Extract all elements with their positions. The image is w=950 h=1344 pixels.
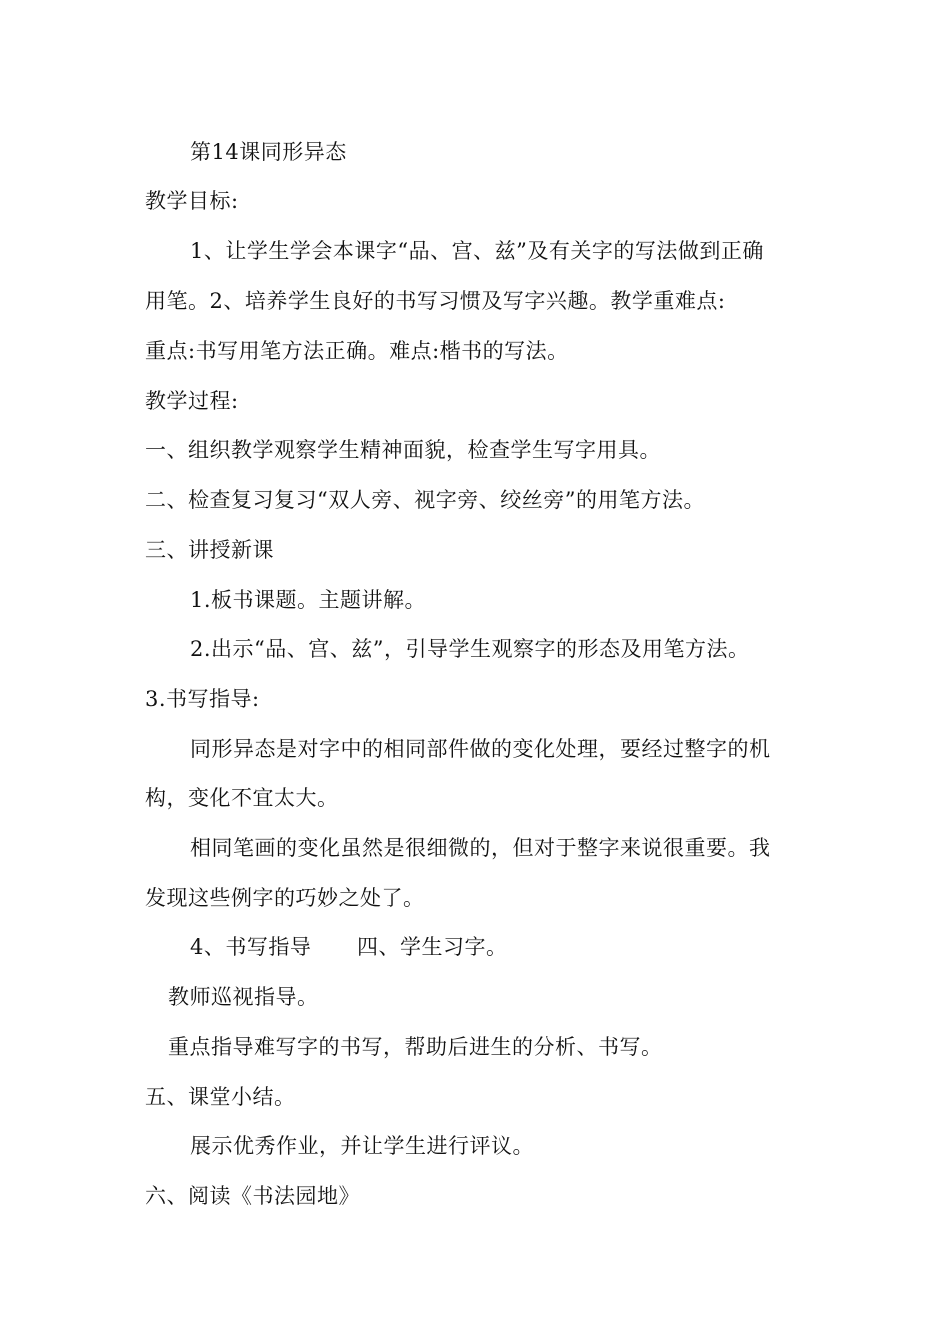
paragraph-line: 用笔。2、培养学生良好的书写习惯及写字兴趣。教学重难点: [145,289,726,313]
section-three: 三、讲授新课 [145,538,274,562]
paragraph-line: 教师巡视指导。 [168,985,319,1009]
paragraph-line: 相同笔画的变化虽然是很细微的，但对于整字来说很重要。我 [190,836,771,860]
section-two: 二、检查复习复习“双人旁、视字旁、绞丝旁”的用笔方法。 [145,488,705,512]
paragraph-line: 重点:书写用笔方法正确。难点:楷书的写法。 [145,339,569,363]
lesson-title: 第14课同形异态 [190,140,347,164]
paragraph-line: 同形异态是对字中的相同部件做的变化处理，要经过整字的机 [190,737,771,761]
section-one: 一、组织教学观察学生精神面貌，检查学生写字用具。 [145,438,661,462]
paragraph-line: 1.板书课题。主题讲解。 [190,588,427,612]
paragraph-line: 重点指导难写字的书写，帮助后进生的分析、书写。 [168,1035,663,1059]
paragraph-line: 2.出示“品、宫、兹”，引导学生观察字的形态及用笔方法。 [190,637,750,661]
section-six: 六、阅读《书法园地》 [145,1184,360,1208]
paragraph-line: 1、让学生学会本课字“品、宫、兹”及有关字的写法做到正确 [190,239,764,263]
paragraph-line: 展示优秀作业，并让学生进行评议。 [190,1134,534,1158]
heading-objectives: 教学目标: [145,189,239,213]
paragraph-line: 4、书写指导 [190,935,312,959]
paragraph-line: 3.书写指导: [145,687,260,711]
section-four: 四、学生习字。 [357,935,508,959]
section-five: 五、课堂小结。 [145,1085,296,1109]
heading-process: 教学过程: [145,389,239,413]
paragraph-line: 发现这些例字的巧妙之处了。 [145,886,425,910]
paragraph-line: 构，变化不宜太大。 [145,786,339,810]
